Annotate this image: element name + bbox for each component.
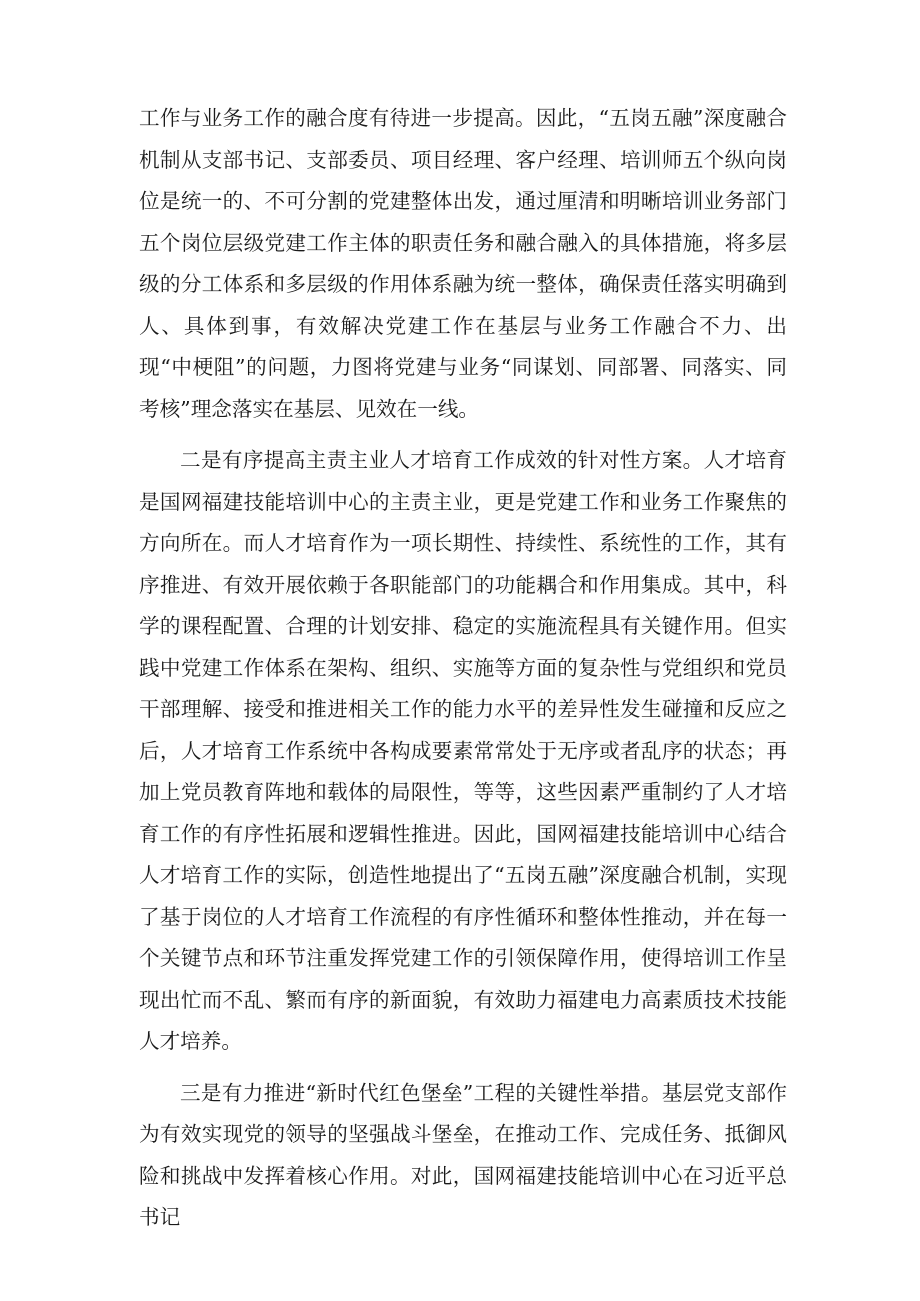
paragraph-point-three: 三是有力推进“新时代红色堡垒”工程的关键性举措。基层党支部作为有效实现党的领导的坚强战斗堡垒，在推动工作、完成任务、抵御风险和挑战中发挥着核心作用。对此，国网福建技能培训中心在习近平总书记 — [139, 1080, 787, 1229]
document-body — [139, 98, 787, 1239]
paragraph-continuation: 工作与业务工作的融合度有待进一步提高。因此，“五岗五融”深度融合机制从支部书记、支部委员、项目经理、客户经理、培训师五个纵向岗位是统一的、不可分割的党建整体出发，通过厘清和明晰培训业务部门五个岗位层级党建工作主体的职责任务和融合融入的具体措施，将多层级的分工体系和多层级的作用体系融为统一整体，确保责任落实明确到人、具体到事，有效解决党建工作在基层与业务工作融合不力、出现“中梗阻”的问题，力图将党建与业务“同谋划、同部署、同落实、同考核”理念落实在基层、见效在一线。 — [139, 106, 787, 421]
paragraph-point-two: 二是有序提高主责主业人才培育工作成效的针对性方案。人才培育是国网福建技能培训中心的主责主业，更是党建工作和业务工作聚焦的方向所在。而人才培育作为一项长期性、持续性、系统性的工作，其有序推进、有效开展依赖于各职能部门的功能耦合和作用集成。其中，科学的课程配置、合理的计划安排、稳定的实施流程具有关键作用。但实践中党建工作体系在架构、组织、实施等方面的复杂性与党组织和党员干部理解、接受和推进相关工作的能力水平的差异性发生碰撞和反应之后，人才培育工作系统中各构成要素常常处于无序或者乱序的状态；再加上党员教育阵地和载体的局限性，等等，这些因素严重制约了人才培育工作的有序性拓展和逻辑性推进。因此，国网福建技能培训中心结合人才培育工作的实际，创造性地提出了“五岗五融”深度融合机制，实现了基于岗位的人才培育工作流程的有序性循环和整体性推动，并在每一个关键节点和环节注重发挥党建工作的引领保障作用，使得培训工作呈现出忙而不乱、繁而有序的新面貌，有效助力福建电力高素质技术技能人才培养。 — [139, 448, 787, 1053]
